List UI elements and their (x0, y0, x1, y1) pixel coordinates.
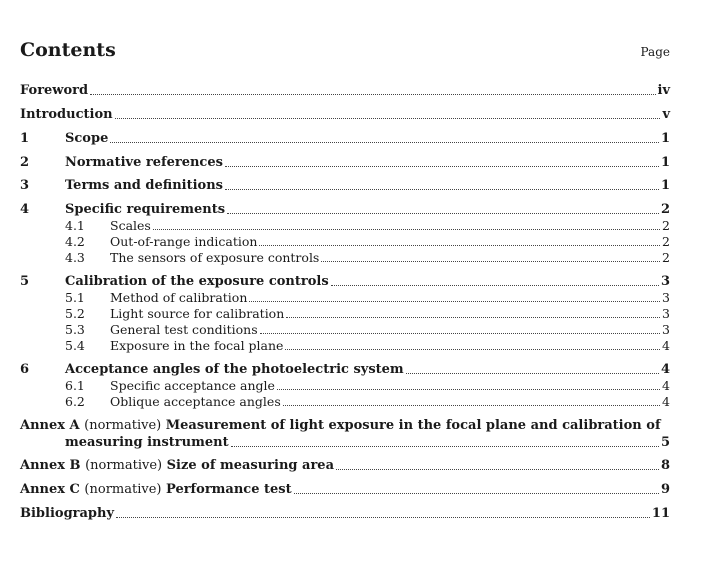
toc-entry-sensors-of-exposure-controls[interactable] (20, 250, 670, 266)
dot-leader (225, 188, 659, 190)
dot-leader (227, 212, 659, 214)
toc-page-number: 2 (660, 202, 670, 217)
dot-leader (283, 404, 660, 406)
toc-entry-foreword[interactable] (20, 83, 670, 99)
toc-section-number: 2 (20, 155, 30, 170)
toc-entry-annex-a[interactable] (20, 417, 670, 451)
dot-leader (406, 372, 659, 374)
toc-section-number: 6.2 (65, 394, 85, 409)
toc-entry-exposure-in-focal-plane[interactable] (20, 338, 670, 354)
toc-entry-light-source-for-calibration[interactable] (20, 306, 670, 322)
toc-section-number: 6.1 (65, 378, 85, 393)
toc-section-number: 5.2 (65, 306, 85, 321)
dot-leader (231, 445, 659, 447)
toc-entry-title (20, 482, 292, 498)
toc-page-number: iv (657, 83, 670, 98)
toc-page-number: 3 (662, 306, 670, 321)
dot-leader (286, 316, 660, 318)
toc-section-number: 6 (20, 362, 30, 377)
toc-entry-acceptance-angles[interactable] (20, 362, 670, 378)
toc-page-number: 3 (660, 274, 670, 289)
toc-entry-title: Light source for calibration (110, 306, 285, 321)
toc-entry-method-of-calibration[interactable] (20, 290, 670, 306)
toc-entry-title: Bibliography (20, 506, 115, 521)
toc-entry-normative-references[interactable] (20, 155, 670, 171)
toc-page-number: 9 (660, 482, 670, 497)
dot-leader (110, 141, 659, 143)
toc-entry-title: Acceptance angles of the photoelectric system (65, 362, 404, 377)
dot-leader (331, 284, 659, 286)
toc-entry-specific-acceptance-angle[interactable] (20, 378, 670, 394)
toc-page-number: v (662, 107, 670, 122)
toc-entry-terms-and-definitions[interactable] (20, 178, 670, 194)
toc-page-number: 2 (662, 218, 670, 233)
toc-entry-annex-b[interactable] (20, 458, 670, 474)
toc-page-number: 2 (662, 234, 670, 249)
toc-entry-title: Method of calibration (110, 290, 248, 305)
toc-section-number: 4.3 (65, 250, 85, 265)
toc-entry-specific-requirements[interactable] (20, 202, 670, 218)
dot-leader (259, 244, 660, 246)
dot-leader (153, 228, 660, 230)
annex-title: Size of measuring area (166, 458, 334, 473)
toc-page-number: 1 (660, 178, 670, 193)
toc-entry-title: Introduction (20, 107, 113, 122)
toc-entry-title: Exposure in the focal plane (110, 338, 284, 353)
toc-entry-title: Scales (110, 218, 151, 233)
annex-title: Performance test (166, 482, 292, 497)
annex-label: Annex B (20, 458, 81, 473)
toc-section-number: 5 (20, 274, 30, 289)
toc-entry-title: General test conditions (110, 322, 258, 337)
toc-section-number: 5.4 (65, 338, 85, 353)
contents-header (20, 37, 670, 63)
annex-a-first-line (20, 417, 661, 434)
toc-section-number: 5.3 (65, 322, 85, 337)
toc-entry-title: Specific requirements (65, 202, 226, 217)
toc-entry-scope[interactable] (20, 131, 670, 147)
toc-page-number: 3 (662, 290, 670, 305)
toc-entry-title: Foreword (20, 83, 89, 98)
annex-normative-note: (normative) (84, 418, 162, 433)
dot-leader (294, 492, 659, 494)
toc-entry-out-of-range-indication[interactable] (20, 234, 670, 250)
dot-leader (260, 332, 660, 334)
toc-section-number: 1 (20, 131, 30, 146)
toc-section-number: 3 (20, 178, 30, 193)
dot-leader (336, 468, 659, 470)
annex-label: Annex A (20, 418, 80, 433)
toc-page-number: 5 (660, 435, 670, 450)
toc-entry-general-test-conditions[interactable] (20, 322, 670, 338)
dot-leader (116, 516, 650, 518)
annex-normative-note: (normative) (84, 482, 162, 497)
toc-page-number: 4 (662, 394, 670, 409)
toc-page-number: 11 (651, 506, 670, 521)
toc-section-number: 5.1 (65, 290, 85, 305)
annex-title-line1: Measurement of light exposure in the focal plane and calibration of (165, 418, 661, 433)
toc-entry-bibliography[interactable] (20, 506, 670, 522)
toc-page-number: 4 (660, 362, 670, 377)
dot-leader (249, 300, 660, 302)
toc-entry-title: Specific acceptance angle (110, 378, 275, 393)
annex-normative-note: (normative) (85, 458, 163, 473)
toc-entry-title: Oblique acceptance angles (110, 394, 281, 409)
toc-page-number: 4 (662, 338, 670, 353)
toc-entry-title: Calibration of the exposure controls (65, 274, 329, 289)
annex-label: Annex C (20, 482, 80, 497)
toc-page-number: 1 (660, 131, 670, 146)
contents-title: Contents (20, 39, 116, 61)
toc-entry-title: Terms and definitions (65, 178, 223, 193)
toc-section-number: 4.1 (65, 218, 85, 233)
dot-leader (321, 260, 660, 262)
toc-page-number: 2 (662, 250, 670, 265)
page-column-label: Page (640, 45, 670, 59)
dot-leader (285, 348, 660, 350)
toc-page-number: 4 (662, 378, 670, 393)
toc-section-number: 4 (20, 202, 30, 217)
toc-entry-title (20, 458, 334, 474)
toc-entry-title: The sensors of exposure controls (110, 250, 320, 265)
annex-a-second-line (65, 434, 670, 451)
toc-page-number: 1 (660, 155, 670, 170)
annex-title-line2: measuring instrument (65, 435, 229, 450)
toc-entry-scales[interactable] (20, 218, 670, 234)
document-page (20, 0, 670, 561)
toc-entry-title: Out-of-range indication (110, 234, 258, 249)
toc-page-number: 3 (662, 322, 670, 337)
dot-leader (225, 165, 659, 167)
dot-leader (277, 388, 660, 390)
toc-entry-introduction[interactable] (20, 107, 670, 123)
toc-entry-annex-c[interactable] (20, 482, 670, 498)
toc-section-number: 4.2 (65, 234, 85, 249)
toc-entry-oblique-acceptance-angles[interactable] (20, 394, 670, 410)
toc-page-number: 8 (660, 458, 670, 473)
toc-entry-calibration-of-exposure-controls[interactable] (20, 274, 670, 290)
toc-entry-title: Scope (65, 131, 109, 146)
dot-leader (115, 117, 661, 119)
toc-entry-title: Normative references (65, 155, 223, 170)
dot-leader (90, 93, 655, 95)
